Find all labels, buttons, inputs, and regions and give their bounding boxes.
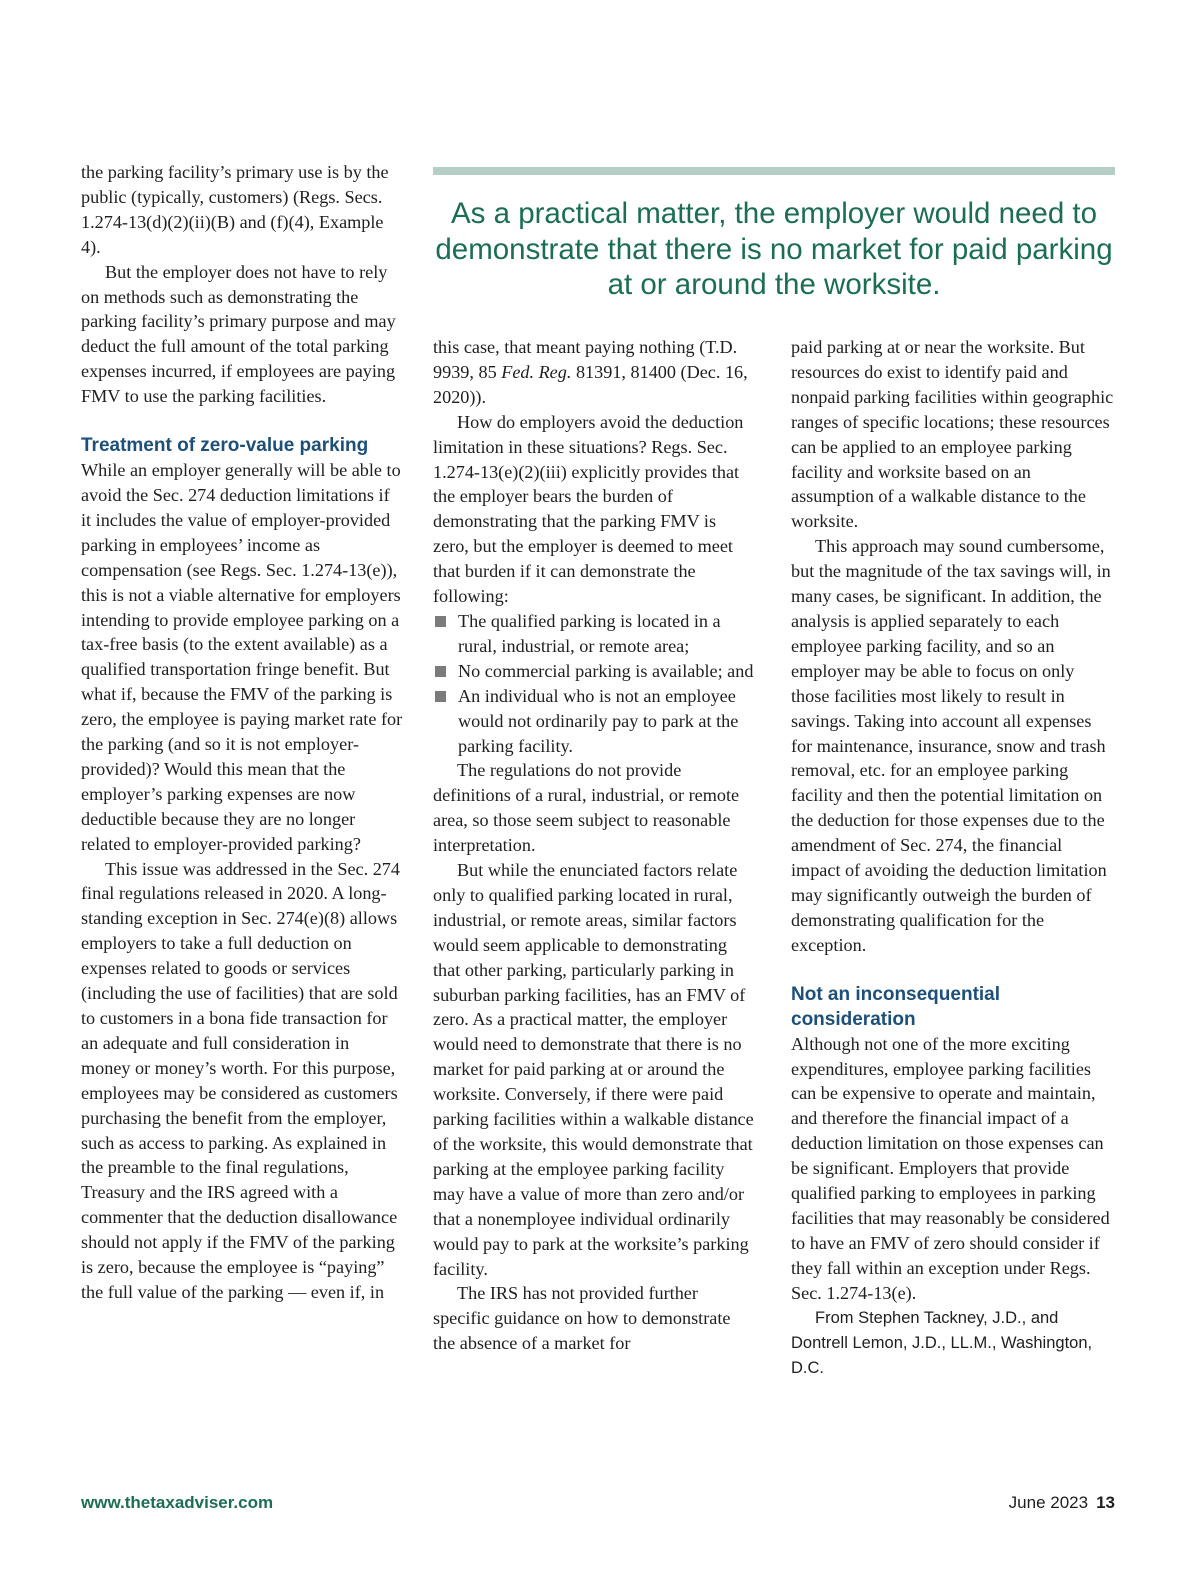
paragraph: This approach may sound cumbersome, but the magnitude of the tax savings will, in many cases, be significant. In addition, the analysis is applied separately to each employee parking facility, and so an employer may be able to focus on only those facilities most likely to result in savings. Taking into account all expenses for maintenance, insurance, snow and trash removal, etc. for an employee parking facility and then the potential limitation on the deduction for those expenses due to the amendment of Sec. 274, the financial impact of avoiding the deduction limitation may significantly outweigh the burden of demonstrating qualification for the exception. — [791, 536, 1111, 955]
column-1 — [81, 160, 403, 1305]
page-number: 13 — [1096, 1493, 1115, 1512]
list-item — [433, 609, 755, 659]
paragraph: The IRS has not provided further specific guidance on how to demonstrate the absence of a market for — [433, 1283, 731, 1354]
paragraph: The regulations do not provide definitions of a rural, industrial, or remote area, so those seem subject to reasonable interpretation. — [433, 760, 740, 856]
paragraph — [433, 335, 755, 410]
author-byline: From Stephen Tackney, J.D., and Dontrell Lemon, J.D., LL.M., Washington, D.C. — [791, 1308, 1093, 1377]
footer-date-page — [1009, 1493, 1115, 1513]
criteria-list — [433, 609, 755, 758]
list-item-text: An individual who is not an employee would not ordinarily pay to park at the parking facility. — [458, 685, 739, 756]
column-3 — [791, 335, 1115, 1381]
paragraph: Although not one of the more exciting expenditures, employee parking facilities can be expensive to operate and maintain, and therefore the financial impact of a deduction limitation on those expenses can be significant. Employers that provide qualified parking to employees in parking facilities that may reasonably be considered to have an FMV of zero should consider if they fall within an exception under Regs. Sec. 1.274-13(e). — [791, 1033, 1110, 1303]
section-heading-not-inconsequential: Not an inconsequential consideration — [791, 983, 1001, 1030]
text-run: 81391, 81400 (Dec. 16, 2020)). — [433, 361, 748, 407]
square-bullet-icon — [435, 691, 446, 702]
text-run: this case, that meant paying nothing (T.D. 9939, 85 — [433, 337, 738, 382]
list-item — [433, 659, 755, 684]
paragraph: But while the enunciated factors relate only to qualified parking located in rural, industrial, or remote areas, similar factors would seem applicable to demonstrating that other parking, particularly parking in suburban parking facilities, has an FMV of zero. As a practical matter, the employer would need to demonstrate that there is no market for paid parking at or around the worksite. Conversely, if there were paid parking facilities within a walkable distance of the worksite, this would demonstrate that parking at the employee parking facility may have a value of more than zero and/or that a nonemployee individual ordinarily would pay to park at the worksite’s parking facility. — [433, 860, 754, 1279]
paragraph: paid parking at or near the worksite. But resources do exist to identify paid and nonpaid parking facilities within geographic ranges of specific locations; these resources can be applied to an employee parking facility and worksite based on an assumption of a walkable distance to the worksite. — [791, 337, 1114, 532]
square-bullet-icon — [435, 616, 446, 627]
journal-name: Fed. Reg. — [501, 361, 572, 382]
column-2 — [433, 335, 755, 1356]
list-item-text: No commercial parking is available; and — [458, 660, 754, 681]
square-bullet-icon — [435, 666, 446, 677]
list-item-text: The qualified parking is located in a rural, industrial, or remote area; — [458, 610, 721, 656]
pullquote-rule — [433, 167, 1115, 175]
footer-url-link[interactable]: www.thetaxadviser.com — [81, 1493, 274, 1512]
section-heading-zero-value-parking: Treatment of zero-value parking — [81, 435, 369, 457]
list-item — [433, 684, 755, 759]
issue-date: June 2023 — [1008, 1493, 1089, 1512]
paragraph: How do employers avoid the deduction limitation in these situations? Regs. Sec. 1.274-13(e)(2)(iii) explicitly provides that the employer bears the burden of demonstrating that the parking FMV is zero, but the employer is deemed to meet that burden if it can demonstrate the following: — [433, 411, 744, 607]
paragraph: While an employer generally will be able to avoid the Sec. 274 deduction limitations if it includes the value of employer-provided parking in employees’ income as compensation (see Regs. Sec. 1.274-13(e)), this is not a viable alternative for employers intending to provide employee parking on a tax-free basis (to the extent available) as a qualified transportation fringe benefit. But what if, because the FMV of the parking is zero, the employee is paying market rate for the parking (and so it is not employer-provided)? Would this mean that the employer’s parking expenses are now deductible because they are no longer related to employer-provided parking? — [81, 460, 403, 854]
pullquote: As a practical matter, the employer would need to demonstrate that there is no market for paid parking at or around the worksite. — [435, 197, 1113, 301]
paragraph: But the employer does not have to rely on methods such as demonstrating the parking facility’s primary purpose and may deduct the full amount of the total parking expenses incurred, if employees are paying FMV to use the parking facilities. — [81, 261, 396, 407]
paragraph: This issue was addressed in the Sec. 274 final regulations released in 2020. A long-standing exception in Sec. 274(e)(8) allows employers to take a full deduction on expenses related to goods or services (including the use of facilities) that are sold to customers in a bona fide transaction for an adequate and full consideration in money or money’s worth. For this purpose, employees may be considered as customers purchasing the benefit from the employer, such as access to parking. As explained in the preamble to the final regulations, Treasury and the IRS agreed with a commenter that the deduction disallowance should not apply if the FMV of the parking is zero, because the employee is “paying” the full value of the parking — even if, in — [81, 858, 400, 1302]
paragraph: the parking facility’s primary use is by the public (typically, customers) (Regs. Secs. 1.274-13(d)(2)(ii)(B) and (f)(4), Example 4). — [81, 162, 389, 257]
